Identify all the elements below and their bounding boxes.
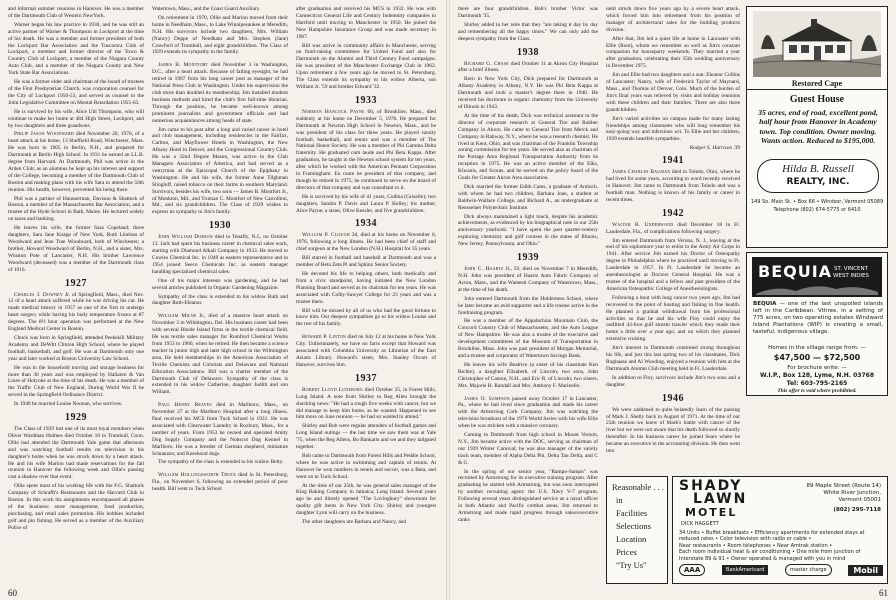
paragraph: Bill was active in community affairs in Manchester, serving on fund-raising committees for United Fund and also for Dartmouth on the Alumni and Third Century Fund campaigns. He was president of the Manchester Exchange Club in 1962. Upon retirement a few years ago he moved to St. Petersburg. The Class extends its sympathy to his widow Alberta, son William Jr. '59 and brother Edward '32. bbox=[296, 42, 436, 90]
paragraph: At the time of his death, Dick was technical assistant to the director of corporate research at General Tire and Rubber Company in Akron. He came to General Tire from Merck and Company in Rahway, N.Y., where he was a research chemist. He lived in Kent, Ohio, and was chairman of the Franklin Township zoning commission for ten years. He served also as chairman of the Portage Area Regional Transportation Authority from its inception in 1975. He was an active member of the Elks, Kiwanis, and Scouts, and he served on the policy board of the Goals for Greater Akron Area association. bbox=[458, 112, 598, 182]
reasonable-ad bbox=[606, 476, 668, 584]
decedent-name: John William Dobson bbox=[158, 234, 213, 241]
paragraph: Shirley added in her note that they "are taking it day by day and remembering all the happy times." We can only add the deepest sympathy from the Class. bbox=[458, 21, 598, 42]
aaa-badge: AAA bbox=[679, 564, 705, 576]
bequia-text: — one of the last unspoiled islands left in the Caribbean. Vthree, in a setting of 775 acres, on two operating estates Windward Island Plantations (WIP) is creating a small, tasteful, indigenous village. bbox=[753, 301, 883, 335]
bequia-subtitle: ST. VINCENT WEST INDIES bbox=[832, 266, 870, 279]
page-number: 60 bbox=[8, 588, 17, 598]
paragraph: Bill starred in football and baseball at Dartmouth and was a member of Beta Zeta Pi and Sphinx Senior Society. bbox=[296, 255, 436, 269]
paragraph: We were saddened to quite belatedly learn of the passing of Mark J. Shelly back in August of 1971. At the time of our 25th reunion we knew of Mark's battle with cancer of the liver but we were not aware that his death followed so shortly thereafter. In his business career he joined Sears where he became an executive in the accounting division. He then went into bbox=[606, 406, 740, 455]
decedent-name: John C. Haartz bbox=[464, 266, 504, 273]
bequia-ad bbox=[746, 252, 888, 396]
bequia-lead: BEQUIA bbox=[753, 301, 777, 307]
logo-subtitle: REALTY, INC. bbox=[786, 177, 850, 187]
paragraph: Dick always maintained a light touch, despite his academic achievements, as evidenced by his biographical note in our 25th anniversary yearbook: "I have spent the past quarter-century exploring chemistry and golf courses in the states of Illinois, New Jersey, Pennsylvania, and Ohio." bbox=[458, 213, 598, 248]
mobil-badge: Mobil bbox=[848, 565, 883, 576]
bequia-address: W.I.P., Box 128, Lyme, N.H. 03768 bbox=[760, 372, 874, 379]
paragraph: In the spring of our senior year, "Rampo-Sampo" was recruited by Armstrong for its executive training program. After graduating he started with Armstrong, but was soon interrupted by another recruiting agent: the U.S. Navy V-7 program. Following several years distinguished service as a naval officer in both Atlantic and Pacific combat areas, Jim returned to Armstrong and made rapid progress through sales/executive ranks bbox=[458, 468, 598, 523]
obituary-haartz bbox=[458, 266, 598, 294]
paragraph: Dick married the former Edith Cates, a graduate of Antioch, with whom he had two children, Barbara Joan, a student at Baldwin-Wallace College, and Richard A., an undergraduate at Rensselaer Polytechnic Institute. bbox=[458, 183, 598, 211]
paragraph: One of his major interests was gardening, and he had several articles published in Organic Gardening Magazine. bbox=[152, 277, 288, 291]
paragraph: Following a bout with lung cancer two years ago, Jim had recovered to the point of boating and fishing in fine health. He planned a gradual withdrawal from his professional activities so that he and his wife Floy could enjoy the outfitted 43-foot gulf stream trawler which they made their home a little over a year ago, and on which they planned extensive cruising. bbox=[606, 294, 740, 343]
feature-line: Each room individual heat & air conditioning • One mile from junction of Interstate 89 & 91 • Owner operated & managed with you in mind bbox=[679, 549, 861, 562]
obituary-dobson bbox=[152, 234, 288, 275]
class-year-heading: 1939 bbox=[517, 252, 539, 264]
bankamericard-badge: BankAmericard bbox=[722, 565, 768, 575]
obituary-text: Jr., 59, died on November 7 in Meredith, N.H. John was president of Haartz Auto Fabric Company of Acton, Mass., and the Wamesit Company of Watertown, Mass., at the time of his death. bbox=[458, 266, 598, 293]
obituary-clough bbox=[296, 232, 436, 253]
decedent-name: Richard G. Chase bbox=[464, 60, 509, 67]
paragraph: On retirement in 1970, Ollie and Marion moved from their home in Needham, Mass., to Lake Winnipesaukee at Meredith, N.H. His survivors include two daughters, Mrs. William (Nancy) Deppe of Needham and Mrs. Stephen (Jane) Crawford of Trumbull, and eight grandchildren. The Class of 1929 extends its sympathy to the family. bbox=[152, 14, 288, 56]
paragraph: Ollie spent most of his working life with the F.G. Shattuck Company of Schrafft's Restaurants and the Harvard Club in Boston. In this work his assignments encompassed all phases of the business: store management, food production, purchasing, and retail sales promotion. His hobbies included golf and pin fishing. He served as a member of the Auxiliary Police of bbox=[8, 483, 144, 531]
paragraph: Jim's interest in Dartmouth continued strong throughout his life, and just this last spring two of his classmates, Dick Roghaase and Al Wooding, enjoyed a reunion with him at the Dartmouth Alumni Club meeting held in Ft. Lauderdale. bbox=[606, 345, 740, 372]
paragraph: Watertown, Mass., and the Coast Guard Auxiliary. bbox=[152, 6, 261, 12]
decedent-name: James B. Montfort bbox=[158, 62, 209, 69]
paragraph: Bob came to Dartmouth from Forest Hills and Peddie School, where he was active in swimming and captain of tennis. At Hanover he won numbers in tennis and soccer, was a Beta, and went on to Tuck School. bbox=[296, 452, 436, 480]
class-year-heading: 1946 bbox=[662, 392, 684, 404]
paragraph: He was in the household moving and storage business for more than 30 years and was employed by Hallaren & Van Lines of Holyoke at the time of his death. He was a member of the Traffic Club of New England, During World War II he served in the Springfield Ordinance District. bbox=[8, 364, 144, 399]
decedent-name: Paul Henry Reaves bbox=[158, 402, 212, 409]
paragraph: John entered Dartmouth from the Holderness School, where he later became an avid supporter and a life trustee active in the fundraising program. bbox=[458, 295, 598, 316]
motel-name bbox=[679, 480, 747, 519]
paragraph: The sympathy of the class is extended to his widow Betty. bbox=[158, 459, 284, 466]
ad-address: 149 So. Main St. • Box 66 • Windsor, Vermont 05089 bbox=[750, 199, 884, 205]
motel-name-line: SHADY bbox=[679, 478, 743, 494]
obituary-chase bbox=[458, 61, 598, 75]
decedent-name: Howard P. Linton bbox=[302, 334, 346, 341]
obituary-milne bbox=[152, 313, 288, 396]
decedent-name: Robert Lloyd Luneborg bbox=[302, 386, 364, 393]
class-year-heading: 1930 bbox=[209, 220, 231, 232]
motel-name-line: LAWN bbox=[693, 491, 748, 507]
address-line: Vermont 05001 bbox=[838, 497, 881, 503]
obituary-text: died October 11 at Akron City Hospital after a brief illness. bbox=[458, 60, 598, 74]
ad-body-text: 35 acres, end of road, excellent pond, half hour from Hanover in Academy town. Top condition. Owner moving. Wants action. Reduced to $195,000. bbox=[758, 108, 878, 146]
shady-lawn-motel-ad bbox=[672, 476, 888, 584]
page-number: 61 bbox=[879, 588, 888, 598]
paragraph: after graduation and received his MCS in 1932. He was with Connecticut General Life and Century Indemnity companies in Hartford until moving to Manchester in 1950. He joined the New Hampshire Insurance Group and was made secretary in 1967. bbox=[296, 6, 436, 40]
obituary-woodward bbox=[8, 131, 144, 193]
obituary-text: Jr. of Springfield, Mass., died Nov. 12 of a heart attack suffered while he was driving his car. He made medical history in 1957 as one of the first to undergo heart surgery while having his body temperature frozen at 87 degrees. The 8½ hour operation was performed at the New England Medical Center in Boston. bbox=[8, 291, 144, 333]
ad-phone: Telephone (802) 674-5775 or 6410 bbox=[773, 207, 861, 213]
obituary-text: died November 20, 1976, of a heart attack at his home, 13 Sheffield Road, Winchester, Mass. He was born in 1905 in Berlin, N.H., and prepared for Dartmouth at Berlin High School. In 1931 he earned an LL.B. degree from Harvard. At Dartmouth, Phil was active in the Arden Club; as an alumnus he kept up his interest and support of the College, becoming a member of the Dartmouth Club of Boston and making plans with his wife Sara to attend the 50th reunion. His health, however, prevented his being there. bbox=[8, 131, 144, 193]
reasonable-lines bbox=[612, 481, 664, 572]
obituary-text: 3d, died at his home on November 6, 1976, following a long illness. He had been chief of staff and chief surgeon at the New London (N.H.) Hospital for 35 years. bbox=[296, 232, 436, 253]
decedent-name: James Charles Bauman bbox=[612, 169, 671, 176]
paragraph: Bill will be missed by all of us who had the good fortune to know him. Our deepest sympathies go to his widow Louise and the rest of his family. bbox=[296, 307, 436, 328]
paragraph: The Class of 1929 lost one of its most loyal members when Oliver Wardman Holmes died October 10 in Trumbull, Conn. Ollie had attended the Dartmouth Yale game that afternoon and was watching football results on television in his daughter's home when he was struck down by a heart attack. He and his wife Marion had made reservations for the fall reunion in Hanover the following week and Ollie's passing cast a shadow over that event. bbox=[8, 426, 144, 481]
decedent-name: William P. Clough bbox=[302, 232, 350, 239]
bequia-offer-note: This offer is void where prohibited. bbox=[777, 388, 857, 394]
motel-owner: DICK HAGGETT bbox=[681, 521, 719, 527]
class-year-heading: 1933 bbox=[355, 94, 377, 106]
obituary-text: died December 18 in Ft. Lauderdale, Fla., of complications following surgery. bbox=[606, 221, 740, 235]
motel-phone: (802) 295-7118 bbox=[833, 507, 881, 513]
obituary-payne bbox=[296, 109, 436, 192]
class-year-heading: 1938 bbox=[517, 46, 539, 58]
right-column-1 bbox=[458, 6, 598, 586]
paragraph: After that, Jim led a quiet life at home in Lancaster with Ellie (Root), whom we remember so well as Jim's constant companion for houseparty weekends. They married a year after graduation, celebrating their 35th wedding anniversary in December 1975. bbox=[606, 35, 740, 70]
paragraph: The other daughters are Barbara and Nancy, and bbox=[302, 519, 407, 526]
paragraph: Jim entered Dartmouth from Verona, N. J., leaving at the end of his sophomore year to enlist in the Army Air Corps in 1941. After service Jim earned his Doctor of Osteopathy degree in Philadelphia where he practiced until moving to Ft. Lauderdale in 1957. In Ft. Lauderdale he became an anesthesiologist at Doctors General Hospital. He was a trustee of the hospital and a fellow and past president of the American Osteopathic College of Anesthesiologists. bbox=[606, 237, 740, 292]
paragraph: In addition to Floy, survivors include Jim's two sons and a daughter. bbox=[606, 374, 740, 388]
address-line: 89 Maple Street (Route 14) bbox=[806, 483, 881, 489]
restored-cape-house-illustration bbox=[753, 11, 881, 77]
obituary-truex bbox=[152, 472, 288, 493]
decedent-name: William Milne bbox=[158, 313, 197, 320]
paragraph: He is survived by his wife of 41 years, Codina (Griselle); two daughters, Sandra P. Davis and Laura P. Kelley; his mother, Alice Payne; a sister, Olive Kessler, and five grandchildren. bbox=[296, 193, 436, 214]
decedent-name: Walter B. Underwood bbox=[612, 221, 674, 228]
russell-logo bbox=[757, 159, 879, 193]
ad-headline: Guest House bbox=[789, 94, 845, 105]
class-year-heading: 1927 bbox=[65, 277, 87, 289]
paragraph: Sympathy of the class is extended to his widow Ruth and daughter Ruth-Eleanor. bbox=[152, 293, 288, 307]
obituary-text: 66, of Brookline, Mass., died suddenly at his home on December 5, 1976. He prepared for Dartmouth at Newton High School in Newton, Mass., and he was president of his class for three years. He played varsity football, basketball, and tennis and was a member of The National Honor Society. He was a member of Phi Gamma Delta fraternity. He graduated cum laude and Phi Beta Kappa. After graduation, he taught in the Newton school system for ten years, after which he worked with the American Pennant Corporation in Framingham. En route he president of that company, and though he retired in 1975, he continued to serve on the board of directors of that company and was consultant to it. bbox=[296, 108, 436, 191]
paragraph: He was a member of the Appalachian Mountain Club, the Concord Country Club of Massachusetts, and the Auto League of New Hampshire. He was also a trustee of the executive and development committees of the Museum of Transportation in Brookline, Mass. John was past president of Morgan Memorial, and a trustee and corporator of Watertown Savings Bank. bbox=[458, 318, 598, 359]
left-column-2 bbox=[152, 6, 288, 586]
obituary-text: died October 25, in Forest Hills, Long Island. A note from Shirley to Reg Allen brought the shocking news: "He had a rough five weeks with cancer, but we did manage to keep him home, as he wanted. Happened to see him more on June reunion — he had so wanted to attend." bbox=[296, 386, 436, 421]
feature-line: 34 Units • Buffet breakfasts • Efficiency apartments for extended stays at reduced rates • Color television with radio or cable • bbox=[679, 530, 865, 543]
payment-badges bbox=[679, 561, 883, 579]
obituary-text: died in Toledo, Ohio, where he had lived for some years, according to word recently received in Hanover. Jim came to Dartmouth from Toledo and was a football man. Nothing is known of his family or career in recent times. bbox=[606, 169, 740, 203]
class-year-heading: 1942 bbox=[662, 207, 684, 219]
island-silhouette-icon bbox=[756, 283, 878, 295]
bequia-brochure: For brochure write: — bbox=[787, 365, 847, 371]
address-line: White River Junction, bbox=[823, 490, 881, 496]
paragraph: there are four grandchildren. Bob's brother Victor was Dartmouth '35. bbox=[458, 6, 598, 19]
paragraph: He is survived by his wife, Alice Uhl Thompson, who will continue to make her home at 484 High Street, Lockport, and by two daughters and three grandsons. bbox=[8, 108, 144, 129]
ad-photo-caption: Restored Cape bbox=[791, 79, 843, 88]
obituary-montfort bbox=[152, 62, 288, 124]
class-year-heading: 1934 bbox=[355, 218, 377, 230]
russell-realty-ad bbox=[746, 6, 888, 248]
motel-address bbox=[781, 483, 881, 514]
reasonable-line: Location bbox=[616, 534, 647, 544]
price-high: $72,500 bbox=[823, 353, 861, 362]
class-year-heading: 1937 bbox=[355, 372, 377, 384]
obituary-text: died on July 12 at his home in New York City. Unfortunately, we have no facts except that Howard was associated with Columbia University as Librarian of the East Asiatic Library. Howard's sister, Mrs. Stanley Orcutt of Hanover, survives him. bbox=[296, 334, 436, 368]
decedent-name: Norman Hancock Payne bbox=[302, 108, 365, 115]
price-low: $47,500 bbox=[773, 353, 811, 362]
obituary-text: died in Marlboro, Mass., on November 27 at the Marlboro Hospital after a long illness. Paul received his MCS from Tuck School in 1931. He was associated with Clearwater Laundry in Roxbury, Mass., for a number of years. From 1953 he owned and operated Amity Dog Supply Company and the Nobscot Dog Kennel in Marlboro. He was a breeder of German shepherd, miniature Schnauzer, and Keeshond dogs. bbox=[152, 402, 288, 457]
obituary-sampson bbox=[458, 396, 598, 431]
bequia-price-line: Homes in the village range from: — bbox=[768, 345, 866, 351]
paragraph: He devoted his life to helping others, both medically and from a civic standpoint, having initiated the New London Planning Board and served as its chairman for ten years. He was associated with Colby-Sawyer College for 23 years and was a trustee there. bbox=[296, 271, 436, 305]
obituary-reaves bbox=[152, 402, 288, 457]
paragraph: Coming to Dartmouth from high school in Mount Vernon, N.Y., Jim became active with the DOC, serving as chairman of our 1939 Winter Carnival; he was also manager of the varsity track team, member of Alpha Delta Phi, Delta Tau Delta, and C & G. bbox=[458, 432, 598, 466]
bequia-body bbox=[753, 301, 883, 336]
paragraph: Chuck was born in Springfield, attended Peekskill Military Academy and DeWitt Clinton High School, where he played football, basketball, and golf. He was at Dartmouth only one year and later worked at Boston University Law School. bbox=[8, 334, 144, 362]
motel-name-line: MOTEL bbox=[685, 506, 738, 519]
obituary-text: passed away October 17 in Lancaster, Pa., where he had lived since graduation and made his career with the Armstrong Cork Company. Jim was watching the television broadcast of the 1976 World Series with his wife Ellie when he was stricken with a massive coronary. bbox=[458, 395, 598, 430]
bequia-header-banner bbox=[752, 257, 882, 297]
reasonable-line: in bbox=[616, 495, 623, 505]
logo-name: Hilda B. Russell bbox=[782, 163, 854, 175]
left-page bbox=[0, 0, 446, 600]
paragraph: and informal summer reunions in Hanover. He was a member of the Dartmouth Club of Western NewYork. bbox=[8, 6, 144, 19]
bequia-phone: Tel: 603-795-2165 bbox=[786, 380, 848, 387]
paragraph: Jim came to his post after a long and varied career in hotel and club management, including residencies in the Fairfax, Carlton, and Mayflower Hotels in Washington, the New Albany Hotel in Denver, and the Congressional Country Club. He was a 32nd Degree Mason, was active in the Club Managers Association of America, and had served as a vestryman at the Episcopal Church of the Epiphany in Washington. He and his wife, the former Anne Tilghman Slingluff, raised tobacco on their farms in southern Maryland. Survivors, besides his wife, two sons — James B. Montfort Jr., of Monkton, Md., and Truman C. Montfort of New Carrollton, Md., and six grandchildren. The Class of 1929 wishes to express its sympathy to Jim's family. bbox=[152, 126, 288, 216]
obituary-text: Jr., died of a massive heart attack on November 3 in Wilmington, Del. His business career had been with several Rhode Island firms in the textile chemical field. He was textile sales manager for Rumford Chemical Works from 1953 to 1966, when he retired. He then became a science teacher in junior high and later high school in the Wilmington area. He held memberships in the American Association of Textile Chemists and Colorists and Delaware and National Education Associations. Bill was a charter member of the Dartmouth Club of Delaware. Sympathy of the class is extended to his widow Catherine, daughter Judith and son William. bbox=[152, 313, 288, 396]
class-secretary-signature: Rodger S. Harrison '39 bbox=[689, 145, 740, 152]
class-year-heading: 1941 bbox=[662, 155, 684, 167]
ad-divider bbox=[747, 89, 887, 90]
decedent-name: James O. Sampson bbox=[464, 395, 510, 402]
feature-line: Near restaurants • Room telephones • Near Amtrak station • bbox=[679, 542, 833, 549]
paragraph: Warner began his law practice in 1930, and he was still an active partner of Warner & Thompson in Lockport at the time of his death. He was a member and former president of both the Lockport Bar Association and the Tuscarora Club of Lockport, a member and former director of the Town & Country Club of Lockport, a member of the Niagara County Auto Club, and a member of the Niagara County and New York State Bar Associations. bbox=[8, 21, 144, 77]
reasonable-line: Selections bbox=[616, 521, 651, 531]
class-year-heading: 1929 bbox=[65, 412, 87, 424]
left-column-1 bbox=[8, 6, 144, 586]
obituary-bauman bbox=[606, 169, 740, 204]
decedent-name: Charles J. Downey bbox=[14, 291, 63, 298]
right-page bbox=[450, 0, 896, 600]
decedent-name: Philip Jason Woodward bbox=[14, 131, 74, 138]
obituary-text: died in St. Petersburg, Fla., on November 6, following an extended period of poor health. Bill went to Tuck School bbox=[152, 472, 288, 493]
motel-features bbox=[679, 530, 883, 562]
obituary-luneborg bbox=[296, 387, 436, 422]
left-column-3 bbox=[296, 6, 436, 586]
reasonable-line: "Try Us" bbox=[616, 560, 647, 570]
paragraph: He leaves his wife, the former Sara Copeland; three daughters, Sara Jane Knapp of New York, Ruth Linehan of Woodward and Jean Trae Woodward, both of Winchester; a brother, Howard Woodward of Berlin, N.H., and a sister, Mrs. Winston Pote of Lancaster, N.H. His brother Lawrence Woodward (deceased) was a member of the Dartmouth class of 1916. bbox=[8, 225, 144, 273]
paragraph: Phil was a partner of Hausserman, Davison & Shattuck of Boston, a member of the Massachusetts Bar Association, and a trustee of the Hyde School in Bath, Maine. He lectured widely on taxes and banking. bbox=[8, 195, 144, 223]
paragraph: Jim and Ellie had two daughters and a son: Eleanor Collins of Lancaster; Nancy, wife of Frederick Taylor of Maynard, Mass., and Thomas of Denver, Colo. Much of the burden of Jim's final years was relieved by visits and holiday reunions with these children and their families. There are also three grandchildren. bbox=[606, 72, 740, 113]
decedent-name: William Hollingsworth Truex bbox=[158, 472, 237, 479]
paragraph: Shirley and Bob were regular attenders of football games and Long Island outings — the last time we saw them was at Yale '75, when the Reg Allens, Bo Bankarts and we and they tailgated together. bbox=[296, 423, 436, 451]
obituary-underwood bbox=[606, 222, 740, 236]
paragraph: At the time of our 25th, he was general sales manager of the King Baking Company in Jamaica, Long Island. Several years ago he and Shirely opened "The Lovingbury" showroom for quality gift items in New York City. Shirley and youngest daughter Lynn will carry on the business. bbox=[296, 482, 436, 517]
master-charge-badge: master charge bbox=[785, 564, 831, 576]
paragraph: He was a former elder and chairman of the board of trustees of the First Presbyterian Church, was corporation counsel for the City of Lockport 1950-53, and served as counsel to the Joint Legislative Committee on Mental Retardation 1955-63. bbox=[8, 79, 144, 106]
reasonable-line: Facilities bbox=[616, 508, 648, 518]
bequia-price-range bbox=[747, 353, 887, 362]
paragraph: Born in New York City, Dick prepared for Dartmouth at Albany Academy in Albany, N.Y. He was Phi Beta Kappa at Dartmouth and took a master's degree there in 1940. He received his doctorate in organic chemistry from the University of Illinois in 1943. bbox=[458, 76, 598, 110]
paragraph: He leaves his wife Beatrice (a sister of his classmate Ken Richie), a daughter Elizabeth, of Lincoln; two sons, John Christopher of Canton, N.H., and Eric R. of Lincoln; two sisters, Mrs. Majorie H. Randall and Mrs. Anthony F. Marinello. bbox=[458, 361, 598, 389]
bequia-title: BEQUIA bbox=[758, 262, 833, 281]
price-separator: — bbox=[813, 353, 821, 362]
reasonable-line: Prices bbox=[616, 547, 637, 557]
reasonable-line: Reasonable . . . bbox=[612, 482, 664, 492]
obituary-text: died November 3 in Washington, D.C., after a heart attack. Because of failing eyesight, he had retired in 1967 from his long career post as manager of the National Press Club in Washington. Under his supervision the club more than doubled its membership; Jim installed modern business methods and hired the club's first full-time librarian. Through the position, he became well-known among prominent journalists and government officials and had numerous acquaintances among heads of state. bbox=[152, 62, 288, 124]
paragraph: until struck down five years ago by a severe heart attack, which forced him into retirement from his position of manager of architectural sales for the building products division. bbox=[606, 6, 740, 33]
paragraph: In 1940 he married Louise Noonan, who survives. bbox=[14, 401, 123, 408]
obituary-linton bbox=[296, 334, 436, 369]
obituary-downey bbox=[8, 292, 144, 333]
paragraph: Jim's varied activities on campus made for many lasting friendships among classmates who will long remember his easy-going way and infectious wit. To Ellie and her children, 1939 extends heartfelt sympathies. bbox=[606, 115, 740, 143]
obituary-text: died in Tenafly, N.J., on October 13. Jack had spent his business career in chemical sales work, starting with Diamond Alkali Company in 1933. He moved to Cowles Chemical Inc. in 1940 as eastern representative and in 1954 joined Seeco Chemicals Inc. as eastern manager handling specialized chemical sales. bbox=[152, 234, 288, 275]
